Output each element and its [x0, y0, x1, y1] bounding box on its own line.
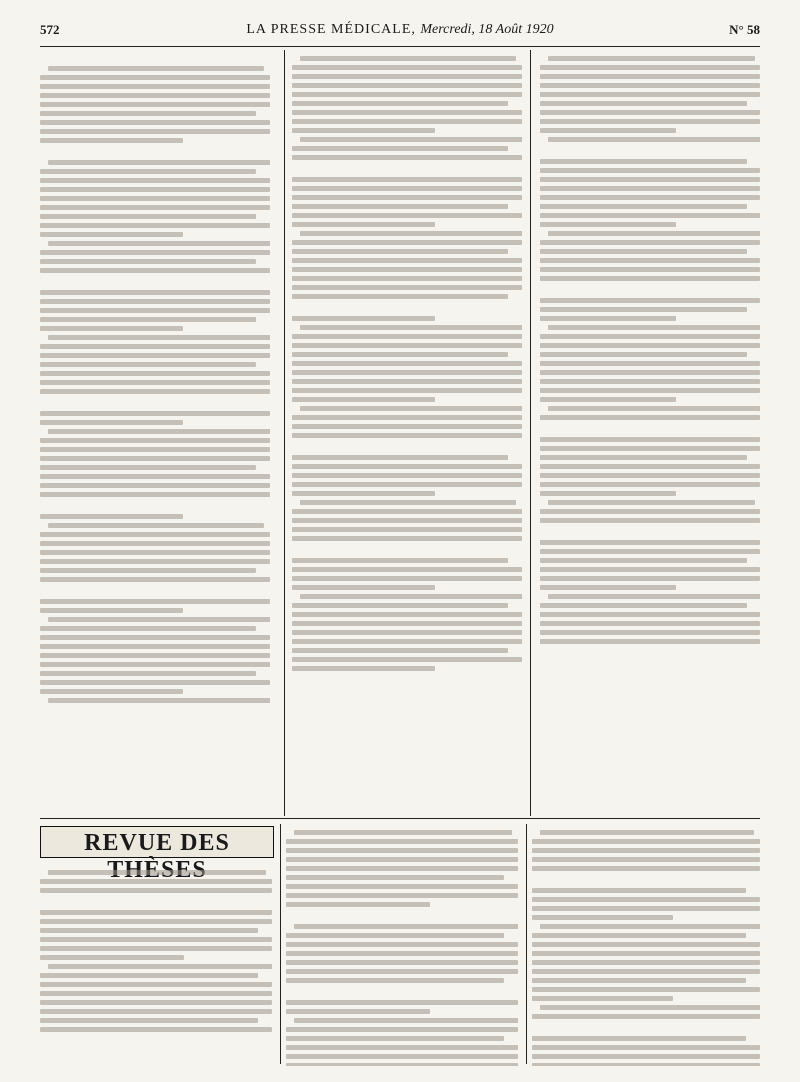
text-line-placeholder [292, 491, 435, 496]
text-line-placeholder [532, 915, 673, 920]
text-line-placeholder [292, 621, 522, 626]
text-line-placeholder [40, 326, 183, 331]
text-line-placeholder [292, 509, 522, 514]
text-line-placeholder [540, 491, 676, 496]
text-line-placeholder [292, 370, 522, 375]
text-line-placeholder [40, 447, 270, 452]
text-line-placeholder [532, 1036, 746, 1041]
text-line-placeholder [540, 204, 747, 209]
text-line-placeholder [540, 352, 747, 357]
text-line-placeholder [40, 653, 270, 658]
text-line-placeholder [40, 411, 270, 416]
text-line-placeholder [40, 371, 270, 376]
paragraph-gap [532, 1022, 760, 1032]
text-line-placeholder [540, 464, 760, 469]
column-divider-4 [526, 824, 527, 1064]
text-line-placeholder [540, 379, 760, 384]
text-line-placeholder [540, 576, 760, 581]
text-line-placeholder [300, 500, 516, 505]
text-line-placeholder [540, 437, 760, 442]
text-line-placeholder [292, 186, 522, 191]
text-line-placeholder [40, 353, 270, 358]
text-line-placeholder [300, 231, 522, 236]
text-line-placeholder [548, 325, 760, 330]
text-line-placeholder [292, 567, 522, 572]
text-line-placeholder [540, 343, 760, 348]
text-line-placeholder [292, 415, 522, 420]
text-line-placeholder [48, 335, 270, 340]
text-line-placeholder [40, 671, 256, 676]
text-line-placeholder [48, 617, 270, 622]
text-line-placeholder [40, 205, 270, 210]
text-line-placeholder [540, 567, 760, 572]
journal-date: Mercredi, 18 Août 1920 [420, 22, 554, 37]
text-line-placeholder [40, 928, 258, 933]
text-line-placeholder [540, 101, 747, 106]
text-line-placeholder [532, 987, 760, 992]
paragraph-gap [532, 874, 760, 884]
text-line-placeholder [540, 334, 760, 339]
text-line-placeholder [292, 527, 522, 532]
text-line-placeholder [540, 195, 760, 200]
text-line-placeholder [292, 276, 522, 281]
text-line-placeholder [532, 866, 760, 871]
text-line-placeholder [292, 294, 508, 299]
text-line-placeholder [540, 446, 760, 451]
text-line-placeholder [532, 1014, 760, 1019]
paragraph-gap [540, 423, 760, 433]
text-line-placeholder [292, 343, 522, 348]
text-line-placeholder [40, 120, 270, 125]
text-line-placeholder [540, 585, 676, 590]
text-line-placeholder [540, 83, 760, 88]
text-line-placeholder [540, 177, 760, 182]
text-line-placeholder [532, 960, 760, 965]
text-line-placeholder [292, 612, 522, 617]
text-line-placeholder [532, 1063, 760, 1066]
text-line-placeholder [292, 213, 522, 218]
text-line-placeholder [40, 187, 270, 192]
text-line-placeholder [292, 334, 522, 339]
text-line-placeholder [48, 964, 272, 969]
text-line-placeholder [540, 298, 760, 303]
text-line-placeholder [532, 848, 760, 853]
text-line-placeholder [292, 83, 522, 88]
text-line-placeholder [548, 56, 755, 61]
text-line-placeholder [540, 509, 760, 514]
text-line-placeholder [40, 299, 270, 304]
paragraph-gap [40, 585, 270, 595]
text-line-placeholder [286, 969, 518, 974]
text-line-placeholder [286, 933, 504, 938]
paragraph-gap [540, 526, 760, 536]
text-line-placeholder [540, 249, 747, 254]
text-line-placeholder [540, 558, 747, 563]
text-line-placeholder [540, 92, 760, 97]
text-line-placeholder [286, 866, 518, 871]
text-line-placeholder [532, 978, 746, 983]
text-line-placeholder [286, 1063, 518, 1066]
text-line-placeholder [292, 433, 522, 438]
text-line-placeholder [292, 240, 522, 245]
text-line-placeholder [40, 635, 270, 640]
text-line-placeholder [532, 942, 760, 947]
text-line-placeholder [540, 639, 760, 644]
text-line-placeholder [548, 406, 760, 411]
text-line-placeholder [40, 577, 270, 582]
text-line-placeholder [40, 946, 272, 951]
text-line-placeholder [286, 1054, 518, 1059]
text-line-placeholder [292, 379, 522, 384]
text-line-placeholder [40, 214, 256, 219]
text-line-placeholder [540, 222, 676, 227]
text-line-placeholder [48, 66, 264, 71]
text-line-placeholder [40, 680, 270, 685]
text-line-placeholder [286, 893, 518, 898]
text-line-placeholder [40, 1018, 258, 1023]
page-number: 572 [40, 22, 60, 37]
text-line-placeholder [540, 370, 760, 375]
text-line-placeholder [540, 159, 747, 164]
text-line-placeholder [40, 991, 272, 996]
text-line-placeholder [540, 630, 760, 635]
page-header [40, 20, 760, 46]
text-line-placeholder [40, 514, 183, 519]
text-line-placeholder [540, 1005, 760, 1010]
text-line-placeholder [40, 308, 270, 313]
text-line-placeholder [292, 146, 508, 151]
text-line-placeholder [540, 276, 760, 281]
text-line-placeholder [48, 870, 266, 875]
text-line-placeholder [40, 389, 270, 394]
text-line-placeholder [40, 111, 256, 116]
text-line-placeholder [540, 830, 754, 835]
text-line-placeholder [40, 982, 272, 987]
text-line-placeholder [540, 549, 760, 554]
text-line-placeholder [40, 910, 272, 915]
text-line-placeholder [40, 1009, 272, 1014]
paragraph-gap [40, 146, 270, 156]
text-line-placeholder [40, 1000, 272, 1005]
text-line-placeholder [532, 933, 746, 938]
journal-title: LA PRESSE MÉDICALE, Mercredi, 18 Août 1920 [246, 22, 554, 37]
text-line-placeholder [292, 455, 508, 460]
text-line-placeholder [548, 500, 755, 505]
text-line-placeholder [540, 258, 760, 263]
text-line-placeholder [40, 532, 270, 537]
text-line-placeholder [540, 924, 760, 929]
text-line-placeholder [540, 119, 760, 124]
article-column-2 [292, 52, 522, 812]
text-line-placeholder [40, 550, 270, 555]
text-line-placeholder [292, 585, 435, 590]
text-line-placeholder [292, 518, 522, 523]
text-line-placeholder [540, 397, 676, 402]
text-line-placeholder [40, 178, 270, 183]
text-line-placeholder [540, 612, 760, 617]
text-line-placeholder [292, 74, 522, 79]
text-line-placeholder [292, 92, 522, 97]
text-line-placeholder [292, 258, 522, 263]
text-line-placeholder [292, 639, 522, 644]
text-line-placeholder [292, 603, 508, 608]
issue-number: N° 58 [729, 22, 760, 37]
text-line-placeholder [292, 352, 508, 357]
text-line-placeholder [40, 474, 270, 479]
text-line-placeholder [40, 138, 183, 143]
text-line-placeholder [300, 56, 516, 61]
text-line-placeholder [292, 388, 522, 393]
text-line-placeholder [292, 110, 522, 115]
text-line-placeholder [40, 362, 256, 367]
text-line-placeholder [540, 603, 747, 608]
text-line-placeholder [292, 195, 522, 200]
text-line-placeholder [292, 155, 522, 160]
text-line-placeholder [294, 924, 518, 929]
text-line-placeholder [40, 456, 270, 461]
text-line-placeholder [286, 848, 518, 853]
text-line-placeholder [540, 473, 760, 478]
text-line-placeholder [292, 648, 508, 653]
text-line-placeholder [532, 951, 760, 956]
text-line-placeholder [40, 559, 270, 564]
section-rule [40, 818, 760, 819]
text-line-placeholder [540, 267, 760, 272]
text-line-placeholder [292, 657, 522, 662]
paragraph-gap [286, 910, 518, 920]
text-line-placeholder [40, 290, 270, 295]
text-line-placeholder [532, 888, 746, 893]
paragraph-gap [40, 500, 270, 510]
column-divider-3 [280, 824, 281, 1064]
text-line-placeholder [48, 698, 270, 703]
text-line-placeholder [292, 576, 522, 581]
text-line-placeholder [300, 137, 522, 142]
text-line-placeholder [286, 951, 518, 956]
text-line-placeholder [294, 830, 512, 835]
text-line-placeholder [292, 482, 522, 487]
text-line-placeholder [40, 599, 270, 604]
text-line-placeholder [286, 960, 518, 965]
text-line-placeholder [292, 464, 522, 469]
text-line-placeholder [286, 1009, 430, 1014]
text-line-placeholder [540, 213, 760, 218]
paragraph-gap [292, 544, 522, 554]
text-line-placeholder [40, 644, 270, 649]
text-line-placeholder [40, 608, 183, 613]
section-banner-title: REVUE DES [84, 830, 230, 856]
text-line-placeholder [48, 241, 270, 246]
text-line-placeholder [40, 232, 183, 237]
text-line-placeholder [40, 196, 270, 201]
text-line-placeholder [540, 168, 760, 173]
text-line-placeholder [292, 316, 435, 321]
text-line-placeholder [40, 344, 270, 349]
text-line-placeholder [292, 361, 522, 366]
text-line-placeholder [292, 177, 522, 182]
text-line-placeholder [40, 568, 256, 573]
text-line-placeholder [532, 857, 760, 862]
text-line-placeholder [40, 879, 272, 884]
text-line-placeholder [48, 429, 270, 434]
text-line-placeholder [40, 223, 270, 228]
text-line-placeholder [540, 128, 676, 133]
text-line-placeholder [540, 388, 760, 393]
text-line-placeholder [40, 973, 258, 978]
text-line-placeholder [540, 240, 760, 245]
text-line-placeholder [300, 594, 522, 599]
column-divider-1 [284, 50, 285, 816]
text-line-placeholder [292, 630, 522, 635]
text-line-placeholder [292, 424, 522, 429]
text-line-placeholder [292, 204, 508, 209]
thesis-column-2 [286, 826, 518, 1066]
text-line-placeholder [40, 626, 256, 631]
text-line-placeholder [286, 942, 518, 947]
text-line-placeholder [540, 186, 760, 191]
text-line-placeholder [40, 1027, 272, 1032]
text-line-placeholder [40, 102, 270, 107]
text-line-placeholder [292, 558, 508, 563]
text-line-placeholder [300, 325, 522, 330]
section-banner [40, 826, 274, 858]
text-line-placeholder [300, 406, 522, 411]
text-line-placeholder [548, 594, 760, 599]
text-line-placeholder [532, 996, 673, 1001]
text-line-placeholder [540, 110, 760, 115]
text-line-placeholder [540, 361, 760, 366]
text-line-placeholder [48, 523, 264, 528]
paragraph-gap [540, 284, 760, 294]
text-line-placeholder [286, 1045, 518, 1050]
text-line-placeholder [286, 857, 518, 862]
article-column-3 [540, 52, 760, 812]
text-line-placeholder [294, 1018, 518, 1023]
text-line-placeholder [292, 101, 508, 106]
text-line-placeholder [40, 438, 270, 443]
text-line-placeholder [292, 267, 522, 272]
text-line-placeholder [292, 249, 508, 254]
text-line-placeholder [292, 119, 522, 124]
text-line-placeholder [40, 317, 256, 322]
paragraph-gap [40, 52, 270, 62]
text-line-placeholder [40, 420, 183, 425]
text-line-placeholder [286, 875, 504, 880]
text-line-placeholder [540, 482, 760, 487]
text-line-placeholder [540, 455, 747, 460]
thesis-column-3 [532, 826, 760, 1066]
text-line-placeholder [540, 518, 760, 523]
text-line-placeholder [286, 884, 518, 889]
text-line-placeholder [292, 397, 435, 402]
text-line-placeholder [292, 666, 435, 671]
text-line-placeholder [286, 1027, 518, 1032]
text-line-placeholder [532, 897, 760, 902]
text-line-placeholder [540, 621, 760, 626]
text-line-placeholder [540, 415, 760, 420]
paragraph-gap [292, 302, 522, 312]
text-line-placeholder [286, 902, 430, 907]
text-line-placeholder [532, 839, 760, 844]
text-line-placeholder [40, 465, 256, 470]
text-line-placeholder [286, 978, 504, 983]
paragraph-gap [40, 276, 270, 286]
text-line-placeholder [40, 492, 270, 497]
paragraph-gap [540, 145, 760, 155]
article-column-1 [40, 52, 270, 812]
text-line-placeholder [292, 285, 522, 290]
text-line-placeholder [40, 937, 272, 942]
text-line-placeholder [40, 169, 256, 174]
text-line-placeholder [548, 137, 760, 142]
text-line-placeholder [40, 93, 270, 98]
paragraph-gap [292, 163, 522, 173]
text-line-placeholder [292, 473, 522, 478]
text-line-placeholder [40, 259, 256, 264]
text-line-placeholder [292, 65, 522, 70]
text-line-placeholder [292, 222, 435, 227]
text-line-placeholder [540, 74, 760, 79]
text-line-placeholder [540, 540, 760, 545]
text-line-placeholder [532, 969, 760, 974]
text-line-placeholder [40, 483, 270, 488]
text-line-placeholder [40, 919, 272, 924]
text-line-placeholder [292, 536, 522, 541]
text-line-placeholder [292, 128, 435, 133]
text-line-placeholder [40, 689, 183, 694]
text-line-placeholder [40, 84, 270, 89]
text-line-placeholder [40, 541, 270, 546]
text-line-placeholder [532, 1045, 760, 1050]
paragraph-gap [286, 986, 518, 996]
text-line-placeholder [40, 380, 270, 385]
text-line-placeholder [286, 839, 518, 844]
text-line-placeholder [540, 65, 760, 70]
thesis-column-1 [40, 866, 272, 1066]
paragraph-gap [40, 397, 270, 407]
text-line-placeholder [40, 250, 270, 255]
header-rule [40, 46, 760, 47]
text-line-placeholder [540, 307, 747, 312]
text-line-placeholder [40, 129, 270, 134]
text-line-placeholder [286, 1000, 518, 1005]
text-line-placeholder [48, 160, 270, 165]
text-line-placeholder [548, 231, 760, 236]
text-line-placeholder [40, 955, 184, 960]
paragraph-gap [40, 896, 272, 906]
text-line-placeholder [532, 1054, 760, 1059]
text-line-placeholder [40, 75, 270, 80]
text-line-placeholder [286, 1036, 504, 1041]
text-line-placeholder [40, 268, 270, 273]
paragraph-gap [292, 441, 522, 451]
text-line-placeholder [40, 662, 270, 667]
text-line-placeholder [40, 888, 272, 893]
text-line-placeholder [540, 316, 676, 321]
text-line-placeholder [532, 906, 760, 911]
column-divider-2 [530, 50, 531, 816]
